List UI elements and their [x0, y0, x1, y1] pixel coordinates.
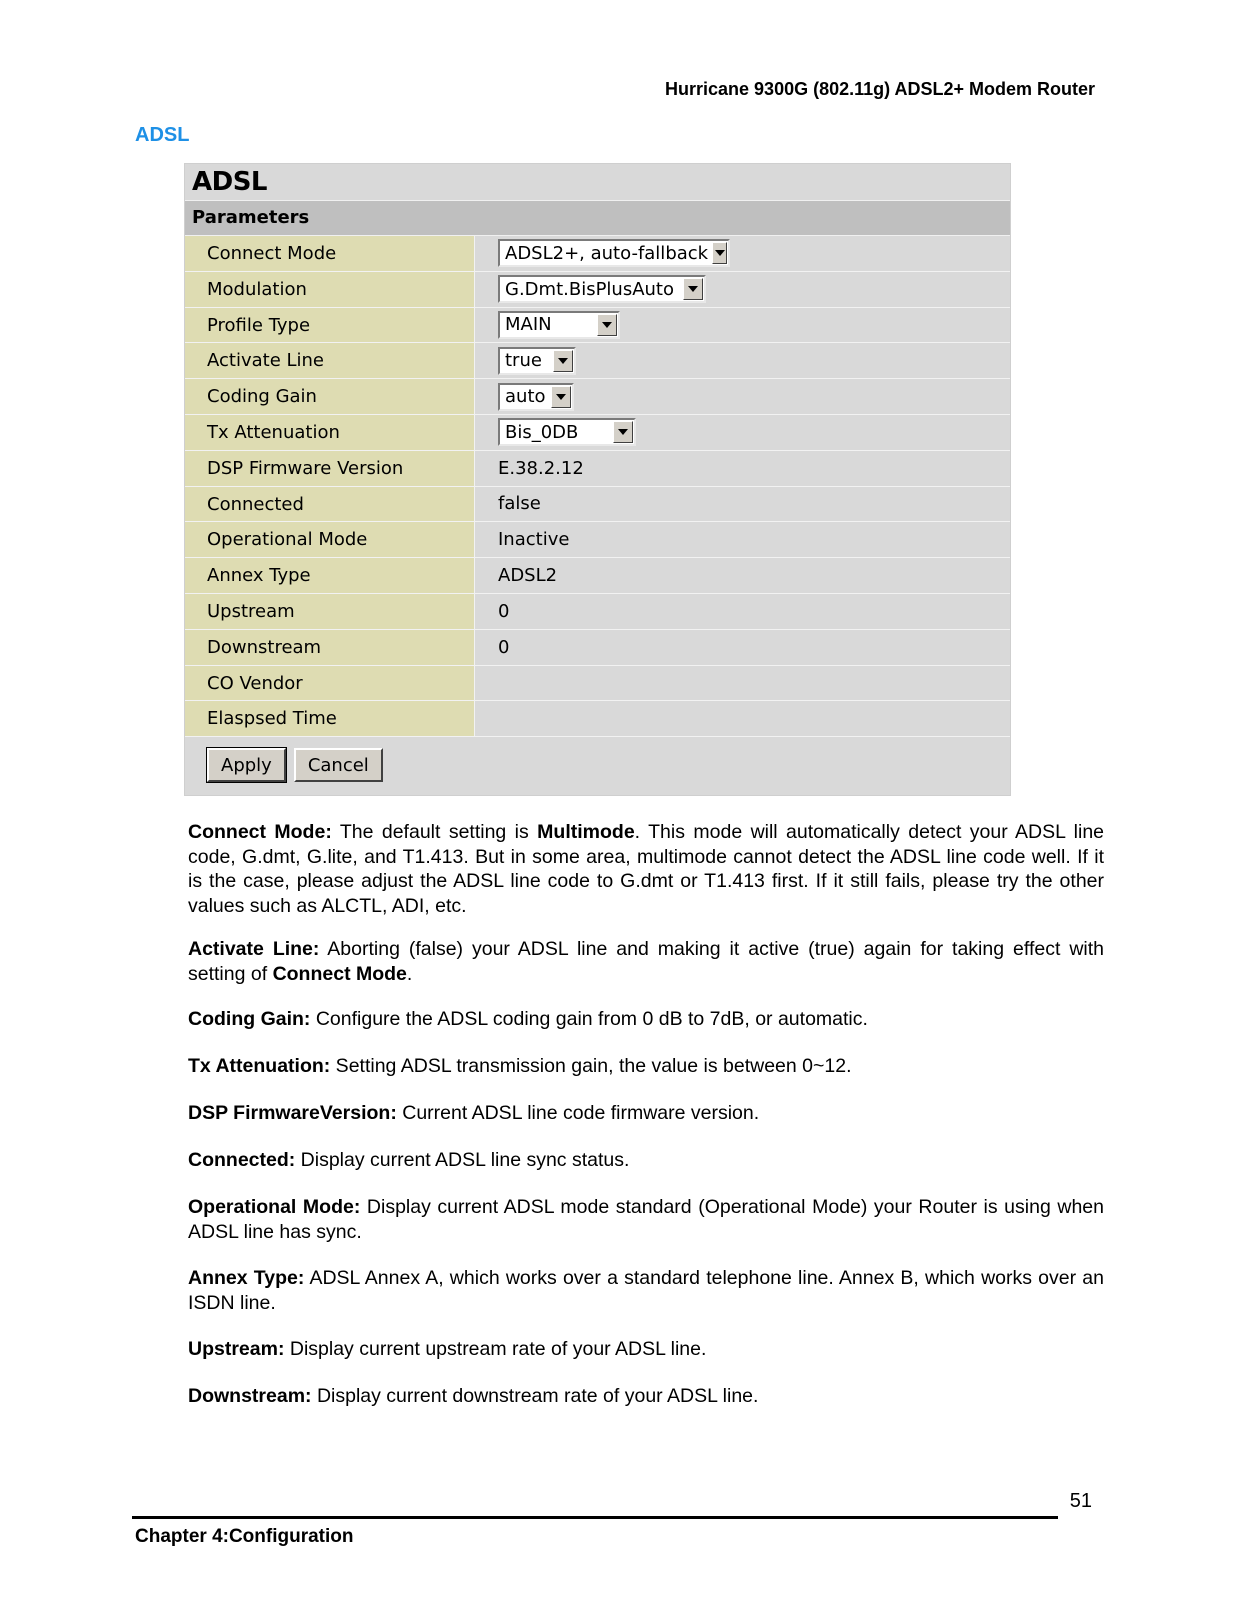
- running-header: Hurricane 9300G (802.11g) ADSL2+ Modem Router: [665, 79, 1095, 99]
- row-tx-attenuation: [185, 415, 1010, 451]
- label-operational-mode: Operational Mode: [185, 522, 475, 557]
- term-upstream: Upstream:: [188, 1338, 285, 1360]
- row-profile-type: [185, 308, 1010, 344]
- row-connect-mode: [185, 236, 1010, 272]
- label-connect-mode: Connect Mode: [185, 236, 475, 271]
- term-dsp-firmware: DSP FirmwareVersion:: [188, 1102, 397, 1124]
- row-co-vendor: [185, 666, 1010, 702]
- row-upstream: [185, 594, 1010, 630]
- row-coding-gain: [185, 379, 1010, 415]
- activate-line-select[interactable]: [498, 347, 576, 375]
- chevron-down-icon: [613, 421, 633, 443]
- page-number: 51: [1069, 1490, 1092, 1512]
- label-coding-gain: Coding Gain: [185, 379, 475, 414]
- apply-button[interactable]: Apply: [207, 748, 286, 782]
- row-dsp-firmware-version: [185, 451, 1010, 487]
- desc-text: Setting ADSL transmission gain, the value is between 0~12.: [330, 1055, 852, 1077]
- chevron-down-icon: [551, 386, 571, 408]
- desc-text: .: [406, 962, 413, 985]
- label-modulation: Modulation: [185, 272, 475, 307]
- desc-text: ADSL Annex A, which works over a standard telephone line. Annex B, which works over an ISDN line.: [188, 1267, 1104, 1314]
- footer-chapter: Chapter 4:Configuration: [135, 1526, 354, 1547]
- modulation-select[interactable]: [498, 275, 706, 303]
- adsl-settings-panel: [184, 163, 1011, 796]
- tx-attenuation-value: Bis_0DB: [505, 421, 579, 443]
- term-activate-line: Activate Line:: [188, 938, 320, 960]
- term-downstream: Downstream:: [188, 1385, 312, 1407]
- coding-gain-value: auto: [505, 386, 546, 408]
- label-connected: Connected: [185, 487, 475, 522]
- desc-dsp-firmware: [188, 1101, 1104, 1126]
- button-row: [185, 737, 1010, 793]
- row-elapsed-time: [185, 701, 1010, 737]
- co-vendor-value: [475, 666, 1010, 701]
- upstream-value: 0: [475, 594, 1010, 629]
- desc-connect-mode: [188, 820, 1104, 918]
- term-operational-mode: Operational Mode:: [188, 1196, 361, 1218]
- desc-text: Display current ADSL mode standard (Operational Mode) your Router is using when ADSL line has sync.: [188, 1196, 1104, 1243]
- term-tx-attenuation: Tx Attenuation:: [188, 1055, 331, 1077]
- desc-text: Display current upstream rate of your ADSL line.: [284, 1338, 707, 1360]
- section-title: ADSL: [135, 124, 190, 146]
- downstream-value: 0: [475, 630, 1010, 665]
- activate-line-value: true: [505, 350, 542, 372]
- modulation-value: G.Dmt.BisPlusAuto: [505, 278, 675, 300]
- desc-upstream: [188, 1337, 1104, 1362]
- row-downstream: [185, 630, 1010, 666]
- desc-emphasis: Connect Mode: [272, 962, 407, 985]
- profile-type-select[interactable]: [498, 311, 620, 339]
- operational-mode-value: Inactive: [475, 522, 1010, 557]
- desc-coding-gain: [188, 1007, 1104, 1032]
- label-upstream: Upstream: [185, 594, 475, 629]
- tx-attenuation-select[interactable]: [498, 418, 636, 446]
- row-modulation: [185, 272, 1010, 308]
- desc-text: Aborting (false) your ADSL line and making it active (true) again for taking effect with setting of: [188, 938, 1104, 985]
- connected-value: false: [475, 487, 1010, 522]
- connect-mode-value: ADSL2+, auto-fallback: [505, 242, 709, 264]
- panel-title: ADSL: [185, 164, 1010, 200]
- desc-text: Display current downstream rate of your ADSL line.: [311, 1385, 759, 1407]
- term-connected: Connected:: [188, 1149, 296, 1171]
- label-annex-type: Annex Type: [185, 558, 475, 593]
- desc-text: The default setting is: [331, 821, 538, 843]
- label-tx-attenuation: Tx Attenuation: [185, 415, 475, 450]
- desc-text: Configure the ADSL coding gain from 0 dB to 7dB, or automatic.: [310, 1008, 868, 1030]
- desc-text: . This mode will automatically detect your ADSL line code, G.dmt, G.lite, and T1.413. But in some area, multimode cannot detect the ADSL line code well. If it is the case, please adjust the ADSL line code to G.dmt or T1.413 first. If it still fails, please try the other values such as ALCTL, ADI, etc.: [188, 821, 1105, 917]
- label-co-vendor: CO Vendor: [185, 666, 475, 701]
- desc-downstream: [188, 1384, 1104, 1409]
- chevron-down-icon: [712, 242, 727, 264]
- term-coding-gain: Coding Gain:: [188, 1008, 311, 1030]
- desc-emphasis: Multimode: [537, 821, 635, 843]
- label-activate-line: Activate Line: [185, 343, 475, 378]
- desc-text: Current ADSL line code firmware version.: [396, 1102, 760, 1124]
- cancel-button[interactable]: Cancel: [294, 748, 383, 782]
- chevron-down-icon: [597, 314, 617, 336]
- connect-mode-select[interactable]: [498, 239, 730, 267]
- profile-type-value: MAIN: [505, 314, 552, 336]
- desc-tx-attenuation: [188, 1054, 1104, 1079]
- desc-text: Display current ADSL line sync status.: [295, 1149, 630, 1171]
- desc-activate-line: [188, 937, 1104, 986]
- footer-divider: [132, 1516, 1058, 1519]
- panel-subtitle: Parameters: [185, 200, 1010, 236]
- label-downstream: Downstream: [185, 630, 475, 665]
- label-dsp-firmware-version: DSP Firmware Version: [185, 451, 475, 486]
- label-elapsed-time: Elaspsed Time: [185, 701, 475, 736]
- term-connect-mode: Connect Mode:: [188, 821, 332, 843]
- desc-connected: [188, 1148, 1104, 1173]
- dsp-firmware-version-value: E.38.2.12: [475, 451, 1010, 486]
- chevron-down-icon: [683, 278, 703, 300]
- elapsed-time-value: [475, 701, 1010, 736]
- term-annex-type: Annex Type:: [188, 1267, 305, 1289]
- chevron-down-icon: [553, 350, 573, 372]
- coding-gain-select[interactable]: [498, 383, 574, 411]
- label-profile-type: Profile Type: [185, 308, 475, 343]
- row-activate-line: [185, 343, 1010, 379]
- row-operational-mode: [185, 522, 1010, 558]
- row-annex-type: [185, 558, 1010, 594]
- desc-operational-mode: [188, 1195, 1104, 1244]
- row-connected: [185, 487, 1010, 523]
- annex-type-value: ADSL2: [475, 558, 1010, 593]
- desc-annex-type: [188, 1266, 1104, 1315]
